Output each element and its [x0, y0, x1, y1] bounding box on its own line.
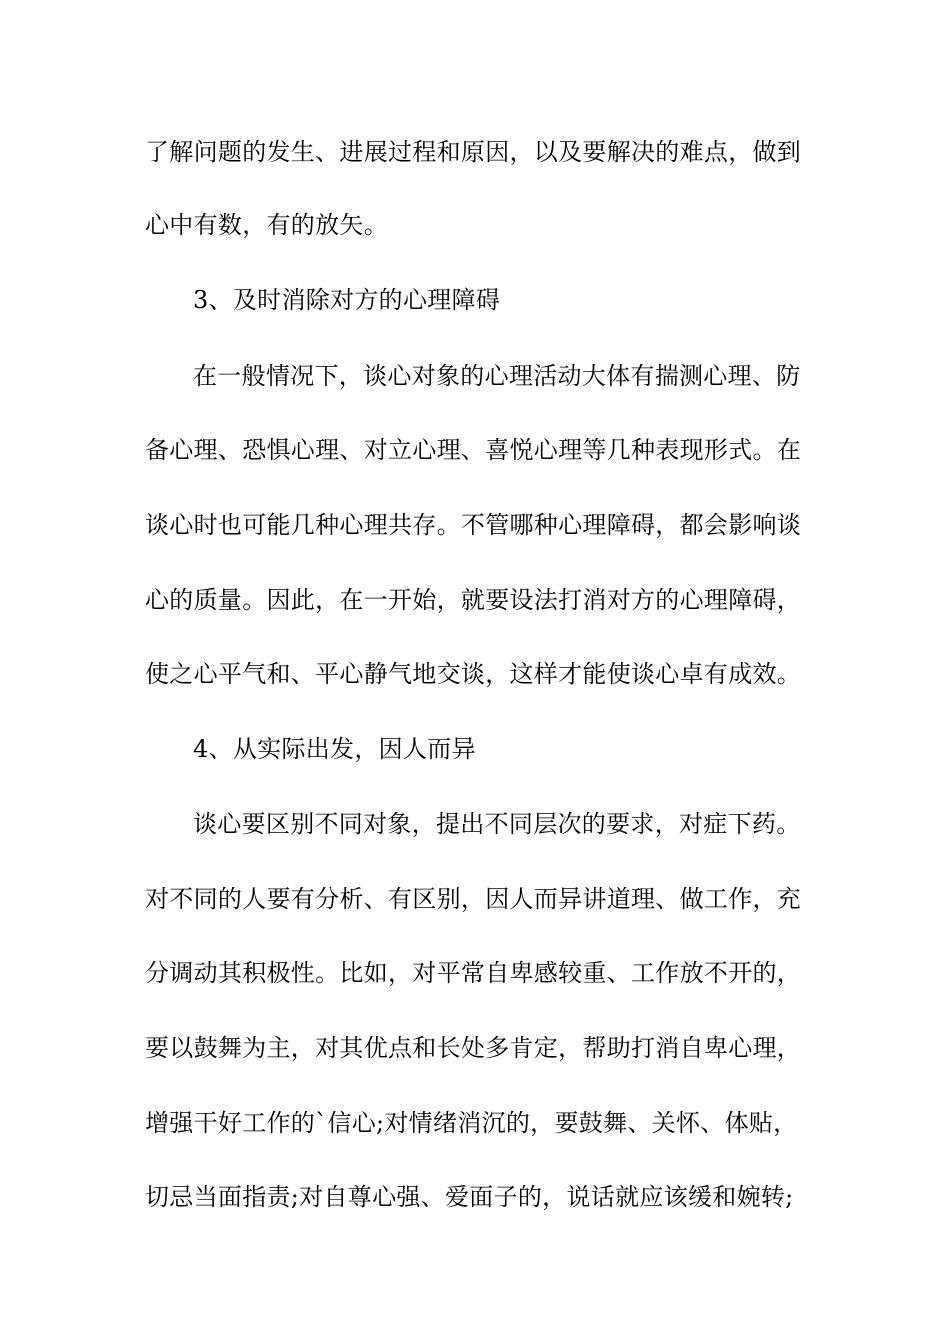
text-line: 心中有数，有的放矢。 [145, 211, 388, 239]
text-line: 心的质量。因此，在一开始，就要设法打消对方的心理障碍， [145, 586, 802, 614]
text-line: 分调动其积极性。比如，对平常自卑感较重、工作放不开的， [145, 959, 802, 987]
text-line: 要以鼓舞为主，对其优点和长处多肯定，帮助打消自卑心理， [145, 1034, 802, 1062]
text-line: 切忌当面指责;对自尊心强、爱面子的，说话就应该缓和婉转; [145, 1183, 794, 1211]
text-line: 增强干好工作的`信心;对情绪消沉的，要鼓舞、关怀、体贴， [145, 1109, 798, 1137]
section-heading-4: 4、从实际出发，因人而异 [193, 735, 476, 763]
text-line: 对不同的人要有分析、有区别，因人而异讲道理、做工作，充 [145, 885, 802, 913]
paragraph-start: 在一般情况下，谈心对象的心理活动大体有揣测心理、防 [193, 362, 801, 390]
text-line: 谈心时也可能几种心理共存。不管哪种心理障碍，都会影响谈 [145, 511, 802, 539]
text-line: 使之心平气和、平心静气地交谈，这样才能使谈心卓有成效。 [145, 660, 802, 688]
text-line: 备心理、恐惧心理、对立心理、喜悦心理等几种表现形式。在 [145, 436, 802, 464]
text-line: 了解问题的发生、进展过程和原因，以及要解决的难点，做到 [145, 138, 802, 166]
paragraph-start: 谈心要区别不同对象，提出不同层次的要求，对症下药。 [193, 810, 801, 838]
section-heading-3: 3、及时消除对方的心理障碍 [193, 286, 501, 314]
